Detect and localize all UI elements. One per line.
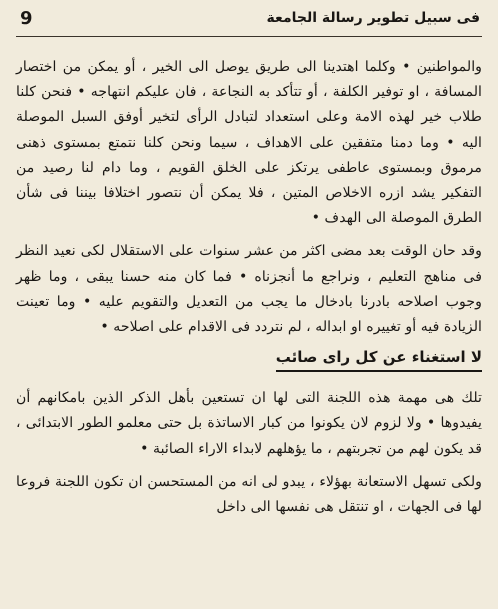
page-header — [16, 6, 482, 37]
body-paragraph-2: وقد حان الوقت بعد مضى اكثر من عشر سنوات على الاستقلال لكى نعيد النظر فى مناهج التعليم ، ونراجع ما أنجزناه • فما كان منه حسنا يبقى ، وما ظهر وجوب اصلاحه بادرنا بادخال ما يجب من التعديل والتقويم عليه • وما تعينت الزيادة فيه أو تغييره او ابداله ، لم نتردد فى الاقدام على اصلاحه • — [16, 243, 482, 336]
section-heading-text: لا استغناء عن كل راى صائب — [276, 348, 482, 372]
body-paragraph-3: تلك هى مهمة هذه اللجنة التى لها ان تستعين بأهل الذكر الذين بامكانهم أن يفيدوها • ولا لزوم لان يكونوا من كبار الاساتذة بل حتى معلمو الطور الابتدائى ، قد يكون لهم من تجربتهم ، ما يؤهلهم لابداء الاراء الصائبة • — [16, 390, 482, 457]
section-heading — [16, 348, 482, 372]
running-title: فى سبيل تطوير رسالة الجامعة — [266, 10, 480, 26]
body-paragraph-4: ولكى تسهل الاستعانة بهؤلاء ، يبدو لى انه من المستحسن ان تكون اللجنة فروعا لها فى الجهات ، او تنتقل هى نفسها الى داخل — [16, 473, 482, 516]
body-paragraph-1: والمواطنين • وكلما اهتدينا الى طريق يوصل الى الخير ، أو يمكن من اختصار المسافة ، او توفير الكلفة ، أو تتأكد به النجاعة ، فان عليكم انتهاجه • فنحن كلنا طلاب خير لهذه الامة وعلى استعداد لتبادل الرأى لتخير أوفق السبل الموصلة اليه • وما دمنا متفقين على الاهداف ، سيما ونحن كلنا نتمتع بمستوى ذهنى مرموق وبمستوى عاطفى يرتكز على الخلق القويم ، وما دام لنا رصيد من التفكير يشد ازره الاخلاص المتين ، فلا يمكن أن نتصور اختلافا بيننا فى شأن الطرق الموصلة الى الهدف • — [16, 59, 482, 227]
page-number: 9 — [20, 8, 33, 29]
